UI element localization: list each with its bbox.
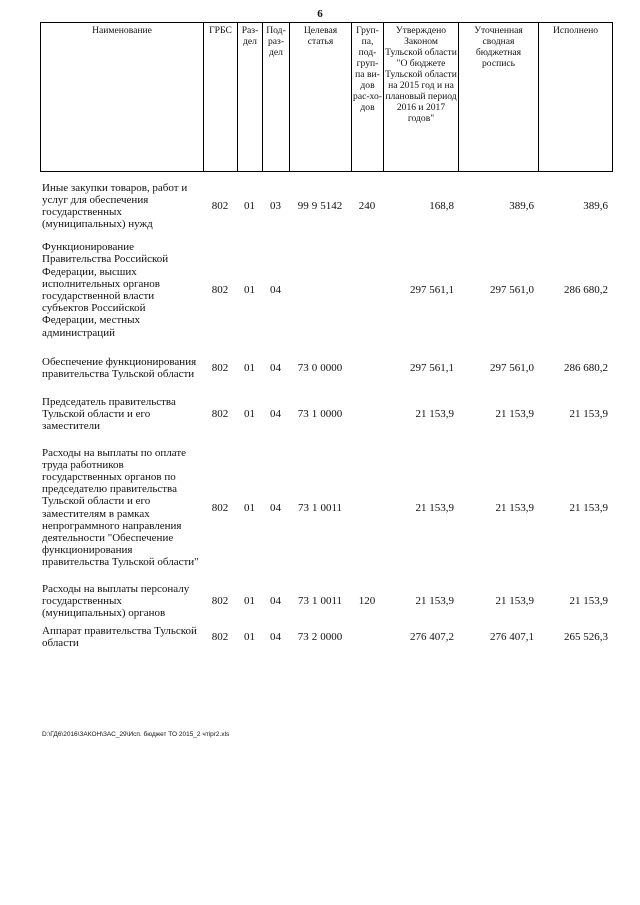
row-executed: 389,6 — [583, 199, 608, 212]
row-refined: 276 407,1 — [490, 631, 534, 644]
row-target-part: 0 — [311, 361, 318, 374]
row-grbs: 802 — [211, 501, 229, 514]
row-name: Председатель правительства Тульской области и его заместители — [42, 396, 176, 433]
row-podrazdel: 04 — [270, 283, 281, 296]
row-razdel: 01 — [244, 408, 255, 421]
col-header-refined: Уточненная сводная бюджетная роспись — [459, 23, 539, 172]
row-executed: 265 526,3 — [564, 631, 608, 644]
row-target-part: 1 — [311, 408, 318, 421]
row-name: Обеспечение функционирования правительства Тульской области — [42, 355, 197, 380]
row-executed: 286 680,2 — [564, 361, 608, 374]
col-header-executed: Исполнено — [539, 23, 613, 172]
table-row — [40, 435, 612, 581]
row-target-part: 1 — [311, 501, 318, 514]
table-body — [40, 174, 612, 653]
row-approved: 168,8 — [429, 199, 454, 212]
col-header-approved: Утверждено Законом Тульской области "О бюджете Тульской области на 2015 год и на плановый период 2016 и 2017 годов" — [384, 23, 459, 172]
row-podrazdel: 04 — [270, 361, 281, 374]
row-approved: 297 561,1 — [410, 361, 454, 374]
row-podrazdel: 04 — [270, 408, 281, 421]
row-podrazdel: 04 — [270, 631, 281, 644]
table-row — [40, 621, 612, 653]
table-row — [40, 238, 612, 342]
row-razdel: 01 — [244, 283, 255, 296]
row-group — [351, 342, 383, 394]
row-target-part: 99 — [297, 199, 309, 212]
footer-file-path: D:\ГД6\2016\ЗАКОН\ЗАС_29\Исп. бюджет ТО 2015_2 чтipr2.xls — [42, 731, 230, 738]
row-target-part: 73 — [297, 361, 309, 374]
row-executed: 21 153,9 — [569, 408, 608, 421]
col-header-razdel: Раз-дел — [238, 23, 263, 172]
row-target-part: 73 — [297, 631, 309, 644]
row-target — [289, 394, 351, 435]
table-row — [40, 581, 612, 622]
row-approved: 21 153,9 — [415, 408, 454, 421]
row-razdel: 01 — [244, 199, 255, 212]
row-podrazdel: 04 — [270, 594, 281, 607]
row-target-part: 1 — [311, 594, 318, 607]
table-row — [40, 174, 612, 238]
row-target-part: 0000 — [320, 631, 343, 644]
row-target-part: 9 — [311, 199, 318, 212]
row-target — [289, 238, 351, 342]
row-approved: 276 407,2 — [410, 631, 454, 644]
row-group: 120 — [358, 594, 376, 607]
row-group — [351, 394, 383, 435]
row-refined: 21 153,9 — [495, 594, 534, 607]
row-target-part: 0011 — [320, 594, 343, 607]
row-grbs: 802 — [211, 408, 229, 421]
row-approved: 21 153,9 — [415, 594, 454, 607]
row-target-part: 0011 — [320, 501, 343, 514]
row-target — [289, 581, 351, 622]
row-razdel: 01 — [244, 361, 255, 374]
page-number: 6 — [317, 8, 323, 20]
row-executed: 21 153,9 — [569, 594, 608, 607]
row-grbs: 802 — [211, 631, 229, 644]
row-grbs: 802 — [211, 199, 229, 212]
table-header — [40, 22, 613, 172]
col-header-target: Целевая статья — [290, 23, 352, 172]
row-group: 240 — [358, 199, 376, 212]
col-header-podrazdel: Под-раз-дел — [263, 23, 290, 172]
col-header-grbs: ГРБС — [204, 23, 238, 172]
col-header-group: Груп-па, под-груп-па ви-дов рас-хо-дов — [352, 23, 384, 172]
row-podrazdel: 03 — [270, 199, 281, 212]
row-name: Иные закупки товаров, работ и услуг для обеспечения государственных (муниципальных) нужд — [42, 181, 188, 231]
table-row — [40, 342, 612, 394]
row-refined: 389,6 — [509, 199, 534, 212]
table-row — [40, 394, 612, 435]
row-podrazdel: 04 — [270, 501, 281, 514]
row-grbs: 802 — [211, 361, 229, 374]
row-razdel: 01 — [244, 631, 255, 644]
row-razdel: 01 — [244, 594, 255, 607]
row-target-part: 5142 — [320, 199, 343, 212]
row-group — [351, 238, 383, 342]
row-name: Расходы на выплаты по оплате труда работников государственных органов по председателю правительства Тульской области и его заместителям в рамках непрограммного направления деятельности "Обеспечение функционирования правительства Тульской области" — [42, 446, 199, 569]
row-approved: 21 153,9 — [415, 501, 454, 514]
row-target-part: 73 — [297, 501, 309, 514]
row-group — [351, 435, 383, 581]
row-name: Функционирование Правительства Российской Федерации, высших исполнительных органов государственной власти субъектов Российской Федерации, местных администраций — [42, 241, 169, 339]
row-approved: 297 561,1 — [410, 283, 454, 296]
col-header-name: Наименование — [41, 23, 204, 172]
row-target-part: 73 — [297, 594, 309, 607]
row-refined: 21 153,9 — [495, 501, 534, 514]
row-target-part: 0000 — [320, 408, 343, 421]
row-target — [289, 342, 351, 394]
row-executed: 286 680,2 — [564, 283, 608, 296]
row-name: Расходы на выплаты персоналу государственных (муниципальных) органов — [42, 582, 190, 620]
row-refined: 21 153,9 — [495, 408, 534, 421]
row-target — [289, 621, 351, 653]
row-razdel: 01 — [244, 501, 255, 514]
row-target — [289, 435, 351, 581]
row-group — [351, 621, 383, 653]
row-target-part: 0000 — [320, 361, 343, 374]
row-target-part: 2 — [311, 631, 318, 644]
row-target-part: 73 — [297, 408, 309, 421]
row-name: Аппарат правительства Тульской области — [42, 625, 197, 650]
row-refined: 297 561,0 — [490, 361, 534, 374]
row-grbs: 802 — [211, 283, 229, 296]
row-refined: 297 561,0 — [490, 283, 534, 296]
row-target — [289, 174, 351, 238]
row-grbs: 802 — [211, 594, 229, 607]
row-executed: 21 153,9 — [569, 501, 608, 514]
